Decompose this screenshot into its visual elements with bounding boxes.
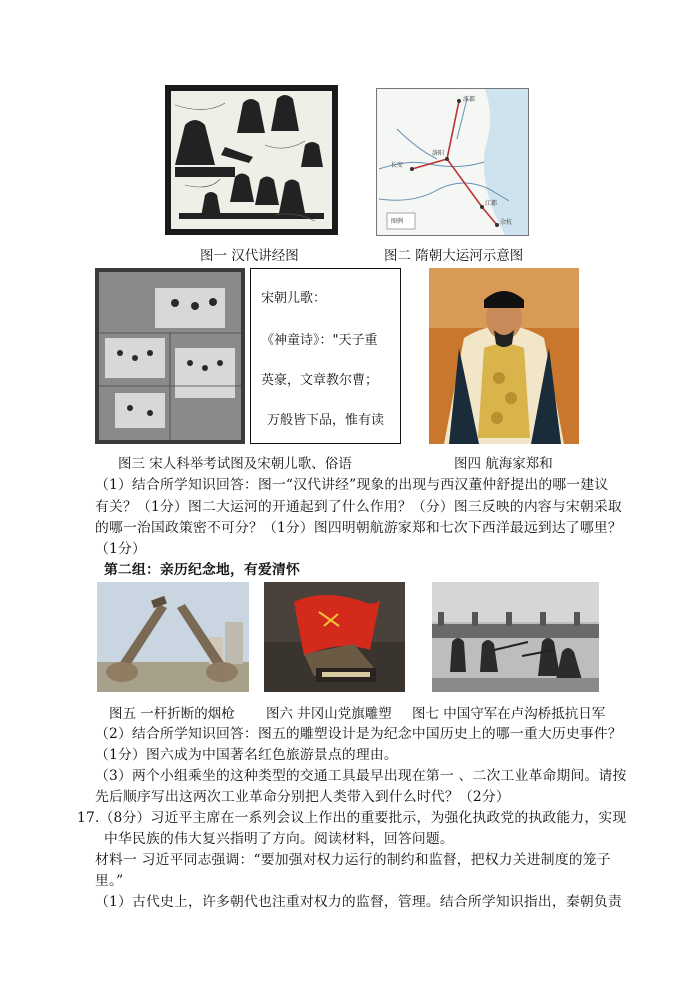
material1-line-2: 里。” (95, 873, 124, 889)
q2-line-1: （2）结合所学知识回答：图五的雕塑设计是为纪念中国历史上的哪一重大历史事件？ (95, 726, 622, 742)
q17-sub1: （1）古代史上，许多朝代也注重对权力的监督，管理。结合所学知识指出，秦朝负责 (95, 894, 622, 910)
group2-heading: 第二组：亲历纪念地，有爱清怀 (104, 562, 300, 578)
map-label-jiangdu: 江都 (485, 200, 498, 207)
ballad-line-2: 《神童诗》："天子重 (261, 333, 378, 348)
ballad-line-4: 万般皆下品，惟有读 (267, 413, 385, 428)
q3-line-2: 先后顺序写出这两次工业革命分别把人类带入到什么时代？（2分） (95, 789, 510, 805)
map-label-zhuojun: 涿郡 (463, 96, 476, 103)
song-ballad-box (250, 268, 401, 444)
figure-party-flag-sculpture (264, 582, 405, 692)
figure-zheng-he (429, 268, 579, 444)
fig7-caption: 图七 中国守军在卢沟桥抵抗日军 (412, 706, 606, 722)
ballad-line-1: 宋朝儿歌： (261, 291, 327, 306)
q1-line-4: （1分） (95, 541, 146, 557)
figure-lugou-bridge (432, 582, 599, 692)
map-label-changan: 长安 (391, 162, 404, 169)
q1-line-3: 的哪一治国政策密不可分？（1分）图四明朝航游家郑和七次下西洋最远到达了哪里？ (95, 520, 622, 536)
q17-line-1: 17.（8分）习近平主席在一系列会议上作出的重要批示，为强化执政党的执政能力，实现 (77, 810, 627, 826)
fig6-caption: 图六 井冈山党旗雕塑 (266, 706, 392, 722)
map-label-luoyang: 洛阳 (432, 150, 445, 157)
fig2-caption: 图二 隋朝大运河示意图 (384, 248, 524, 264)
figure-song-exam (95, 268, 245, 444)
map-label-yuhang: 余杭 (500, 219, 513, 226)
fig3-caption: 图三 宋人科举考试图及宋朝儿歌、俗语 (118, 456, 352, 472)
q3-line-1: （3）两个小组乘坐的这种类型的交通工具最早出现在第一 、二次工业革命期间。请按 (95, 768, 627, 784)
fig4-caption: 图四 航海家郑和 (454, 456, 553, 472)
q17-line-2: 中华民族的伟大复兴指明了方向。阅读材料，回答问题。 (104, 831, 454, 847)
figure-broken-pipe (97, 582, 249, 692)
map-legend: 图例 (391, 218, 404, 225)
q2-line-2: （1分）图六成为中国著名红色旅游景点的理由。 (95, 747, 398, 763)
material1-line-1: 材料一 习近平同志强调：“要加强对权力运行的制约和监督，把权力关进制度的笼子 (95, 852, 611, 868)
figure-han-lecture (165, 85, 338, 235)
figure-grand-canal-map (376, 88, 529, 236)
ballad-line-3: 英豪，文章教尔曹； (261, 373, 379, 388)
q1-line-2: 有关？（1分）图二大运河的开通起到了什么作用？（分）图三反映的内容与宋朝采取 (95, 499, 622, 515)
q1-line-1: （1）结合所学知识回答：图一“汉代讲经”现象的出现与西汉董仲舒提出的哪一建议 (95, 477, 609, 493)
fig1-caption: 图一 汉代讲经图 (200, 248, 299, 264)
fig5-caption: 图五 一杆折断的烟枪 (109, 706, 235, 722)
